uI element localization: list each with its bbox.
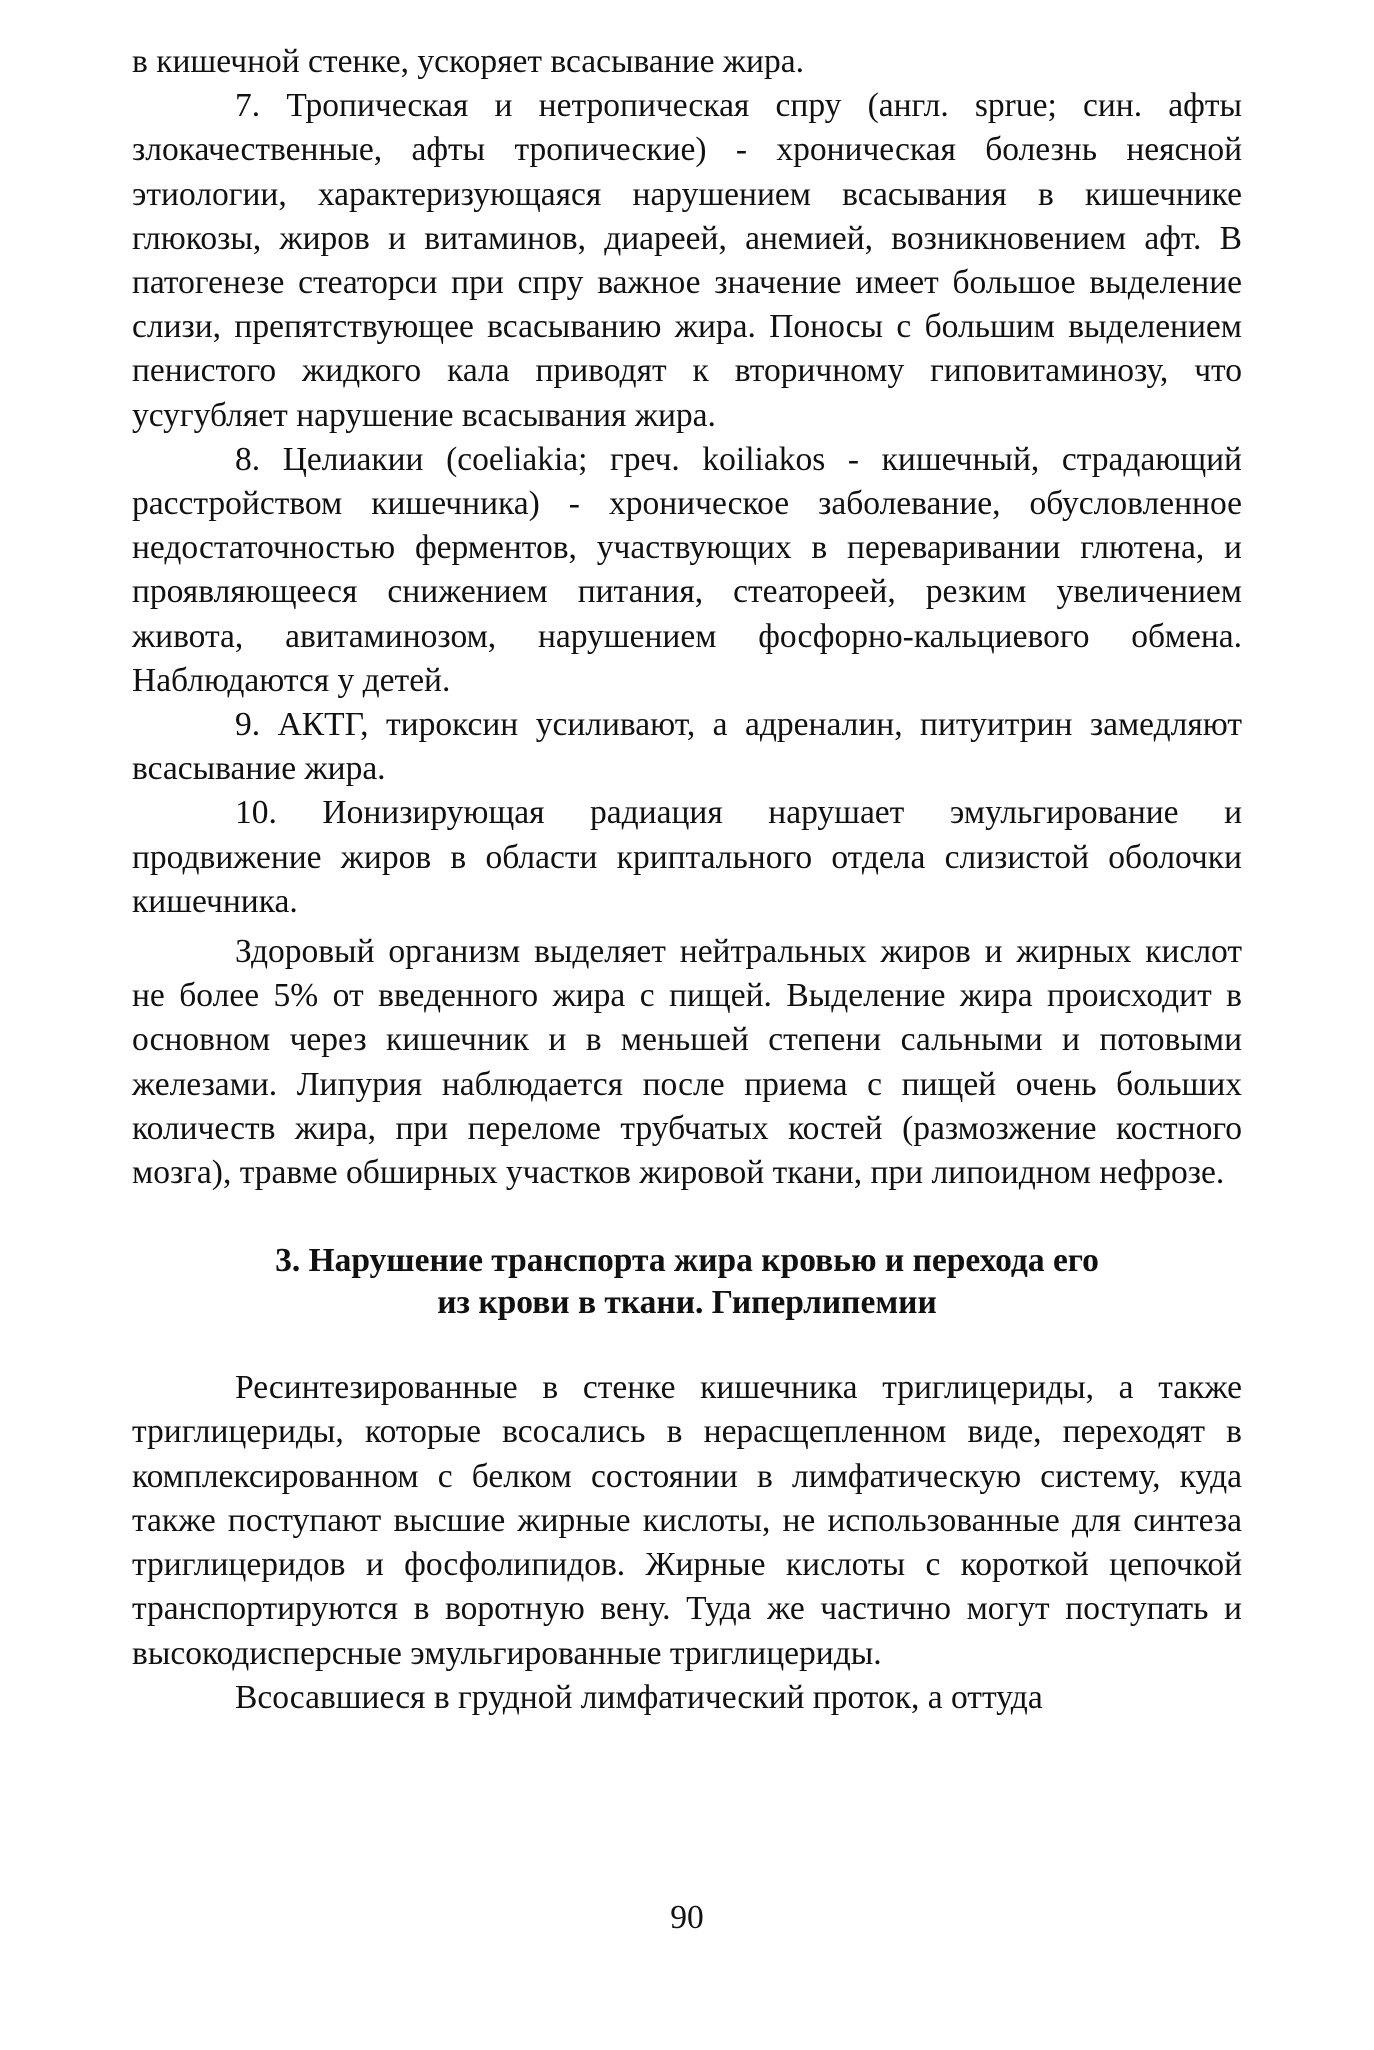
paragraph-continuation: в кишечной стенке, ускоряет всасывание жира. (132, 43, 804, 80)
section-heading (132, 1240, 1242, 1324)
paragraph-resynthesized-triglycerides: Ресинтезированные в стенке кишечника триглицериды, а также триглицериды, которые всосались в нерасщепленном виде, переходят в комплексированном с белком состоянии в лимфатическую систему, куда также поступают высшие жирные кислоты, не использованные для синтеза триглицеридов и фосфолипидов. Жирные кислоты с короткой цепочкой транспортируются в воротную вену. Туда же частично могут поступать и высокодисперсные эмульгированные триглицериды. (132, 1369, 1242, 1672)
paragraph-lymphatic-duct: Всосавшиеся в грудной лимфатический проток, а оттуда (235, 1678, 1043, 1716)
paragraph-ionizing-radiation: 10. Ионизирующая радиация нарушает эмульгирование и продвижение жиров в области криптального отдела слизистой оболочки кишечника. (132, 794, 1242, 920)
section-heading-line-2: из крови в ткани. Гиперлипемии (437, 1284, 937, 1322)
document-page (132, 40, 1242, 1720)
paragraph-actg-thyroxine: 9. АКТГ, тироксин усиливают, а адреналин, питуитрин замедляют всасывание жира. (132, 706, 1242, 788)
paragraph-healthy-organism: Здоровый организм выделяет нейтральных жиров и жирных кислот не более 5% от введенного жира с пищей. Выделение жира происходит в основном через кишечник и в меньшей степени сальными и потовыми железами. Липурия наблюдается после приема с пищей очень больших количеств жира, при переломе трубчатых костей (размозжение костного мозга), травме обширных участков жировой ткани, при липоидном нефрозе. (132, 933, 1242, 1192)
section-heading-line-1: 3. Нарушение транспорта жира кровью и перехода его (275, 1242, 1099, 1280)
page-number: 90 (670, 1899, 704, 1936)
paragraph-tropical-sprue: 7. Тропическая и нетропическая спру (англ. sprue; син. афты злокачественные, афты тропические) - хроническая болезнь неясной этиологии, характеризующаяся нарушением всасывания в кишечнике глюкозы, жиров и витаминов, диареей, анемией, возникновением афт. В патогенезе стеаторси при спру важное значение имеет большое выделение слизи, препятствующее всасыванию жира. Поносы с большим выделением пенистого жидкого кала приводят к вторичному гиповитаминозу, что усугубляет нарушение всасывания жира. (132, 87, 1242, 434)
paragraph-celiac-disease: 8. Целиакии (coeliakia; греч. koiliakos - кишечный, страдающий расстройством кишечника) - хроническое заболевание, обусловленное недостаточностью ферментов, участвующих в переваривании глютена, и проявляющееся снижением питания, стеатореей, резким увеличением живота, авитаминозом, нарушением фосфорно-кальциевого обмена. Наблюдаются у детей. (132, 440, 1242, 699)
